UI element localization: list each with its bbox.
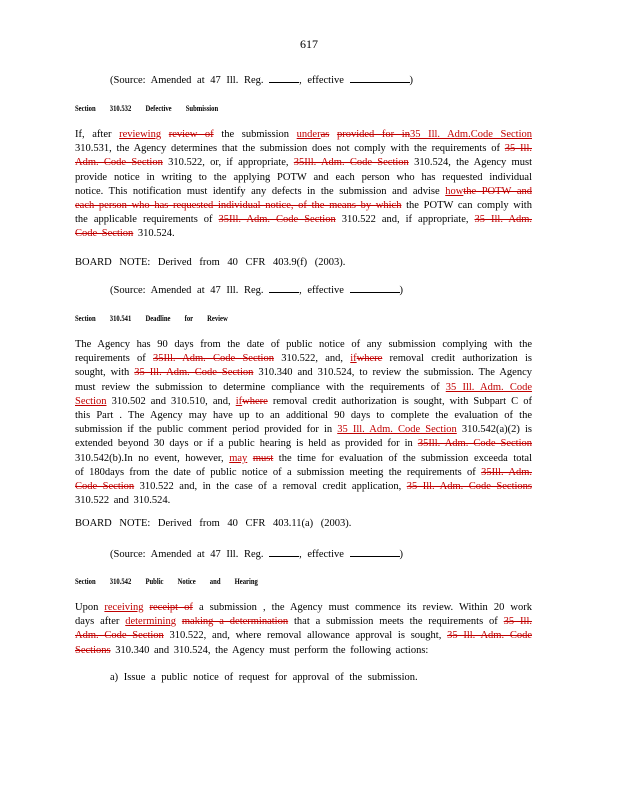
- inserted-text: if: [235, 395, 243, 407]
- effective-blank: [350, 72, 410, 83]
- text-run: that a submission meets the requirements of: [288, 616, 504, 628]
- board-note-541: BOARD NOTE: Derived from 40 CFR 403.11(a) (2003).: [75, 518, 352, 529]
- text-run: The Agency has 90 days from the date of public notice of any submission complying with the requirements of: [75, 339, 532, 365]
- page-number: 617: [300, 37, 318, 51]
- deleted-text: 35 Ill. Adm. Code Section: [134, 367, 254, 379]
- paragraph-542: [75, 601, 532, 658]
- inserted-text: receiving: [104, 602, 144, 613]
- text-run: removal credit authorization is sought, with Subpart C of this Part . The Agency may have up to an additional 90 days to complete the evaluation of the submission if the public comment period provided for in: [75, 395, 532, 436]
- inserted-text: if: [350, 353, 357, 365]
- deleted-text: 35 Ill. Adm. Code Sections: [75, 630, 532, 656]
- inserted-text: may: [229, 452, 248, 464]
- effective-blank: [350, 546, 400, 557]
- paragraph-532: [75, 128, 532, 242]
- deleted-text: receipt of: [149, 602, 193, 613]
- deleted-text: 35 Ill. Adm. Code Sections: [406, 481, 532, 493]
- section-heading-542: Section 310.542 Public Notice and Hearing: [75, 576, 258, 586]
- text-run: 310.524.: [133, 228, 175, 240]
- text-run: [329, 129, 337, 140]
- text-run: 310.340 and 310.524, to review the submission. The Agency must review the submission to determine compliance with the requirements of: [75, 367, 532, 393]
- reg-blank: [269, 72, 299, 83]
- source-prefix: (Source: Amended at 47 Ill. Reg.: [110, 75, 264, 86]
- source-note-3: [110, 546, 403, 560]
- text-run: the POTW can comply with the applicable requirements of: [75, 200, 532, 226]
- text-run: 310.522 and 310.524.: [75, 495, 171, 507]
- list-item-a: a) Issue a public notice of request for approval of the submission.: [110, 672, 418, 683]
- source-mid: , effective: [299, 75, 344, 86]
- deleted-text: review of: [168, 129, 214, 140]
- deleted-text: 35 Ill. Adm. Code Section: [75, 616, 533, 642]
- deleted-text: 35Ill. Adm. Code Section: [293, 157, 409, 169]
- reg-blank: [269, 546, 299, 557]
- deleted-text: 35Ill. Adm. Code Section: [417, 438, 532, 450]
- deleted-text: 35Ill. Adm. Code Section: [153, 353, 274, 365]
- text-run: the submission: [213, 129, 297, 140]
- inserted-text: how: [445, 185, 464, 197]
- inserted-text: determining: [125, 616, 176, 628]
- reg-blank: [269, 282, 299, 293]
- text-run: a submission , the Agency must commence its review. Within 20 work days after: [75, 602, 532, 628]
- text-run: 310.522, and,: [273, 353, 351, 365]
- deleted-text: 35Ill. Adm. Code Section: [218, 214, 336, 226]
- text-run: 310.522, or, if appropriate,: [162, 157, 294, 169]
- inserted-text: 35 Ill. Adm.Code Section: [409, 129, 532, 140]
- paragraph-541: [75, 338, 532, 508]
- text-run: 310.531, the Agency determines that the submission does not comply with the requirements of: [75, 143, 505, 155]
- text-run: [161, 129, 169, 140]
- text-run: 310.340 and 310.524, the Agency must perform the following actions:: [110, 644, 429, 656]
- text-run: 310.522 and, in the case of a removal credit application,: [134, 481, 407, 493]
- source-note-1: [110, 72, 413, 86]
- text-run: 310.524, the Agency must provide notice in writing to the applying POTW and each person who has requested individual notice. This notification must identify any defects in the submission and advise: [75, 157, 532, 197]
- source-end: ): [399, 549, 404, 560]
- source-prefix: (Source: Amended at 47 Ill. Reg.: [110, 285, 264, 296]
- source-note-2: [110, 282, 403, 296]
- deleted-text: as: [320, 129, 330, 140]
- deleted-text: the POTW and each person who has requested individual notice, of the means by which: [75, 185, 532, 212]
- deleted-text: must: [252, 452, 274, 464]
- section-heading-532: Section 310.532 Defective Submission: [75, 103, 219, 113]
- source-mid: , effective: [299, 285, 344, 296]
- inserted-text: 35 Ill. Adm. Code Section: [75, 381, 533, 407]
- text-run: removal credit authorization is sought, with: [75, 353, 532, 379]
- text-run: the time for evaluation of the submission exceeda total of 180days from the date of public notice of a submission meeting the requirements of: [75, 452, 533, 478]
- text-run: 310.522, and, where removal allowance approval is sought,: [163, 630, 448, 642]
- inserted-text: reviewing: [119, 129, 162, 140]
- text-run: If, after: [75, 129, 120, 140]
- deleted-text: 35 Ill. Adm. Code Section: [75, 214, 532, 240]
- text-run: 310.542(b).In no event, however,: [75, 452, 230, 464]
- section-heading-541: Section 310.541 Deadline for Review: [75, 313, 228, 323]
- deleted-text: 35Ill. Adm. Code Section: [75, 466, 532, 493]
- source-end: ): [409, 75, 414, 86]
- source-end: ): [399, 285, 404, 296]
- text-run: 310.522 and, if appropriate,: [335, 214, 475, 226]
- text-run: 310.502 and 310.510, and,: [106, 395, 236, 407]
- text-run: Upon: [75, 602, 105, 613]
- effective-blank: [350, 282, 400, 293]
- deleted-text: where: [242, 395, 268, 407]
- inserted-text: under: [296, 129, 321, 140]
- deleted-text: 35 Ill. Adm. Code Section: [75, 143, 532, 169]
- board-note-532: BOARD NOTE: Derived from 40 CFR 403.9(f) (2003).: [75, 257, 346, 268]
- deleted-text: making a determination: [181, 616, 289, 628]
- text-run: 310.542(a)(2) is extended beyond 30 days or if a public hearing is held as provided for in: [75, 424, 532, 450]
- inserted-text: 35 Ill. Adm. Code Section: [337, 424, 457, 436]
- source-mid: , effective: [299, 549, 344, 560]
- deleted-text: where: [356, 353, 383, 365]
- deleted-text: provided for in: [336, 129, 410, 140]
- source-prefix: (Source: Amended at 47 Ill. Reg.: [110, 549, 264, 560]
